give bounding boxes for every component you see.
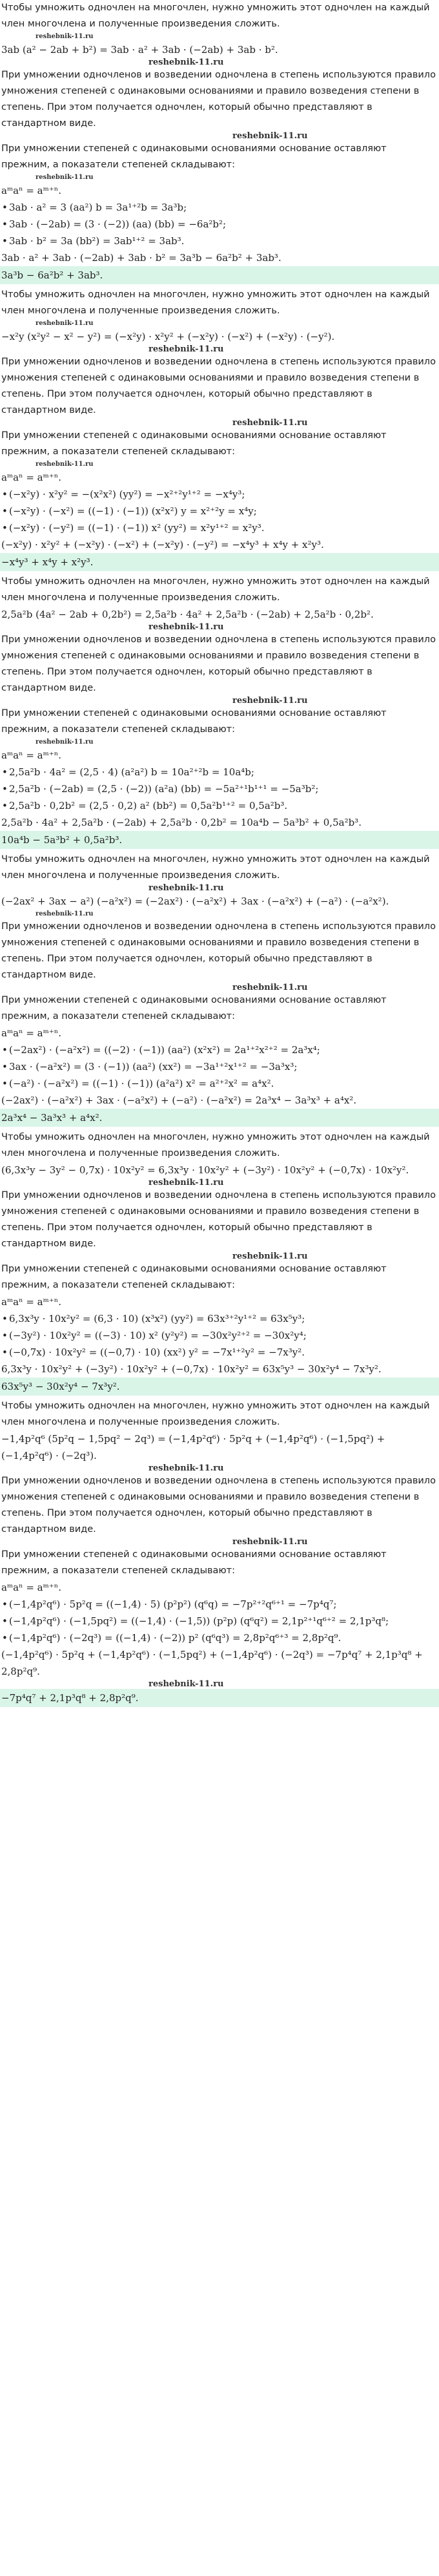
watermark: reshebnik-11.ru <box>148 622 224 632</box>
task-text: Чтобы умножить одночлен на многочлен, нужно умножить этот одночлен на каждый член многочлена и полученные произведения сложить. <box>1 1401 430 1427</box>
solution-section-2 <box>0 287 439 571</box>
answer-box: 3a³b − 6a²b² + 3ab³. <box>0 266 439 284</box>
total-line: 2,5a²b · 4a² + 2,5a²b · (−2ab) + 2,5a²b · 0,2b² = 10a⁴b − 5a³b² + 0,5a²b³. <box>1 817 362 828</box>
watermark: reshebnik-11.ru <box>148 1679 224 1689</box>
watermark: reshebnik-11.ru <box>232 1251 308 1261</box>
watermark: reshebnik-11.ru <box>148 344 224 354</box>
step-bullet: • (−x²y) · x²y² = −(x²x²) (yy²) = −x²⁺²y¹⁺² = −x⁴y³; <box>0 486 439 503</box>
task-text: Чтобы умножить одночлен на многочлен, нужно умножить этот одночлен на каждый член многочлена и полученные произведения сложить. <box>1 289 430 316</box>
power-rule-formula: aᵐaⁿ = aᵐ⁺ⁿ. <box>1 185 61 196</box>
rule-text: При умножении одночленов и возведении одночлена в степень используются правило умножения степеней с одинаковыми основаниями и правило возведения степени в степень. При этом получается одночлен, который обычно представляют в стандартном виде. <box>1 1190 436 1249</box>
power-rule-formula: aᵐaⁿ = aᵐ⁺ⁿ. <box>1 1296 61 1308</box>
answer-box: 2a³x⁴ − 3a³x³ + a⁴x². <box>0 1109 439 1127</box>
step-bullet: • 2,5a²b · (−2ab) = (2,5 · (−2)) (a²a) (bb) = −5a²⁺¹b¹⁺¹ = −5a³b²; <box>0 780 439 797</box>
step-bullet: • (−x²y) · (−y²) = ((−1) · (−1)) x² (yy²) = x²y¹⁺² = x²y³. <box>0 519 439 536</box>
power-rule-formula: aᵐaⁿ = aᵐ⁺ⁿ. <box>1 1027 61 1039</box>
watermark: reshebnik-11.ru <box>36 174 94 181</box>
power-rule-formula: aᵐaⁿ = aᵐ⁺ⁿ. <box>1 1582 61 1593</box>
step-bullet: • 3ab · a² = 3 (aa²) b = 3a¹⁺²b = 3a³b; <box>0 199 439 216</box>
watermark: reshebnik-11.ru <box>232 983 308 992</box>
rule-text: При умножении одночленов и возведении одночлена в степень используются правило умножения степеней с одинаковыми основаниями и правило возведения степени в степень. При этом получается одночлен, который обычно представляют в стандартном виде. <box>1 921 436 980</box>
watermark: reshebnik-11.ru <box>36 461 94 468</box>
solution-section-6 <box>0 1398 439 1707</box>
step-bullet: • 3ab · b² = 3a (bb²) = 3ab¹⁺² = 3ab³. <box>0 233 439 249</box>
watermark: reshebnik-11.ru <box>232 1537 308 1547</box>
rule-text: При умножении одночленов и возведении одночлена в степень используются правило умножения степеней с одинаковыми основаниями и правило возведения степени в степень. При этом получается одночлен, который обычно представляют в стандартном виде. <box>1 70 436 129</box>
power-rule-formula: aᵐaⁿ = aᵐ⁺ⁿ. <box>1 749 61 761</box>
expression: −1,4p²q⁶ (5p²q − 1,5pq² − 2q³) = (−1,4p²q⁶) · 5p²q + (−1,4p²q⁶) · (−1,5pq²) + (−1,4p²q⁶) · (−2q³). <box>1 1433 385 1461</box>
solution-section-4 <box>0 852 439 1127</box>
expression: 2,5a²b (4a² − 2ab + 0,2b²) = 2,5a²b · 4a² + 2,5a²b · (−2ab) + 2,5a²b · 0,2b². <box>1 609 374 620</box>
expression: (−2ax² + 3ax − a²) (−a²x²) = (−2ax²) · (−a²x²) + 3ax · (−a²x²) + (−a²) · (−a²x²). <box>1 895 389 907</box>
step-bullet: • (−a²) · (−a²x²) = ((−1) · (−1)) (a²a²) x² = a²⁺²x² = a⁴x². <box>0 1075 439 1092</box>
expression: −x²y (x²y² − x² − y²) = (−x²y) · x²y² + (−x²y) · (−x²) + (−x²y) · (−y²). <box>1 331 335 342</box>
answer-box: −x⁴y³ + x⁴y + x²y³. <box>0 553 439 571</box>
task-text: Чтобы умножить одночлен на многочлен, нужно умножить этот одночлен на каждый член многочлена и полученные произведения сложить. <box>1 576 430 603</box>
solution-section-5 <box>0 1129 439 1396</box>
step-bullet: • 2,5a²b · 0,2b² = (2,5 · 0,2) a² (bb²) = 0,5a²b¹⁺² = 0,5a²b³. <box>0 797 439 814</box>
rule-text: При умножении одночленов и возведении одночлена в степень используются правило умножения степеней с одинаковыми основаниями и правило возведения степени в степень. При этом получается одночлен, который обычно представляют в стандартном виде. <box>1 634 436 693</box>
solution-section-3 <box>0 574 439 849</box>
watermark: reshebnik-11.ru <box>36 33 94 40</box>
total-line: 6,3x³y · 10x²y² + (−3y²) · 10x²y² + (−0,7x) · 10x²y² = 63x⁵y³ − 30x²y⁴ − 7x³y². <box>1 1363 382 1375</box>
watermark: reshebnik-11.ru <box>148 883 224 893</box>
step-bullet: • 6,3x³y · 10x²y² = (6,3 · 10) (x³x²) (yy²) = 63x³⁺²y¹⁺² = 63x⁵y³; <box>0 1310 439 1327</box>
power-rule-text: При умножении степеней с одинаковыми основаниями основание оставляют прежним, а показатели степеней складывают: <box>1 1264 387 1290</box>
total-line: (−x²y) · x²y² + (−x²y) · (−x²) + (−x²y) · (−y²) = −x⁴y³ + x⁴y + x²y³. <box>1 539 324 550</box>
step-bullet: • (−1,4p²q⁶) · 5p²q = ((−1,4) · 5) (p²p²) (q⁶q) = −7p²⁺²q⁶⁺¹ = −7p⁴q⁷; <box>0 1596 439 1613</box>
step-bullet: • 2,5a²b · 4a² = (2,5 · 4) (a²a²) b = 10a²⁺²b = 10a⁴b; <box>0 764 439 780</box>
rule-text: При умножении одночленов и возведении одночлена в степень используются правило умножения степеней с одинаковыми основаниями и правило возведения степени в степень. При этом получается одночлен, который обычно представляют в стандартном виде. <box>1 1476 436 1534</box>
total-line: (−2ax²) · (−a²x²) + 3ax · (−a²x²) + (−a²) · (−a²x²) = 2a³x⁴ − 3a³x³ + a⁴x². <box>1 1094 357 1106</box>
power-rule-text: При умножении степеней с одинаковыми основаниями основание оставляют прежним, а показатели степеней складывают: <box>1 1549 387 1576</box>
expression: 3ab (a² − 2ab + b²) = 3ab · a² + 3ab · (−2ab) + 3ab · b². <box>1 44 278 56</box>
watermark: reshebnik-11.ru <box>232 131 308 141</box>
power-rule-text: При умножении степеней с одинаковыми основаниями основание оставляют прежним, а показатели степеней складывают: <box>1 143 387 170</box>
total-line: 3ab · a² + 3ab · (−2ab) + 3ab · b² = 3a³b − 6a²b² + 3ab³. <box>1 252 281 264</box>
power-rule-text: При умножении степеней с одинаковыми основаниями основание оставляют прежним, а показатели степеней складывают: <box>1 708 387 735</box>
watermark: reshebnik-11.ru <box>148 1178 224 1188</box>
power-rule-formula: aᵐaⁿ = aᵐ⁺ⁿ. <box>1 472 61 483</box>
step-bullet: • (−2ax²) · (−a²x²) = ((−2) · (−1)) (aa²) (x²x²) = 2a¹⁺²x²⁺² = 2a³x⁴; <box>0 1042 439 1058</box>
step-bullet: • (−3y²) · 10x²y² = ((−3) · 10) x² (y²y²) = −30x²y²⁺² = −30x²y⁴; <box>0 1327 439 1344</box>
power-rule-text: При умножении степеней с одинаковыми основаниями основание оставляют прежним, а показатели степеней складывают: <box>1 430 387 457</box>
task-text: Чтобы умножить одночлен на многочлен, нужно умножить этот одночлен на каждый член многочлена и полученные произведения сложить. <box>1 3 430 29</box>
expression: (6,3x³y − 3y² − 0,7x) · 10x²y² = 6,3x³y · 10x²y² + (−3y²) · 10x²y² + (−0,7x) · 10x²y². <box>1 1164 409 1176</box>
power-rule-text: При умножении степеней с одинаковыми основаниями основание оставляют прежним, а показатели степеней складывают: <box>1 995 387 1021</box>
solution-section-1 <box>0 0 439 284</box>
watermark: reshebnik-11.ru <box>148 1463 224 1473</box>
watermark: reshebnik-11.ru <box>36 320 94 327</box>
step-bullet: • (−0,7x) · 10x²y² = ((−0,7) · 10) (xx²) y² = −7x¹⁺²y² = −7x³y². <box>0 1344 439 1361</box>
watermark: reshebnik-11.ru <box>36 910 94 917</box>
answer-box: −7p⁴q⁷ + 2,1p³q⁸ + 2,8p²q⁹. <box>0 1689 439 1707</box>
answer-box: 10a⁴b − 5a³b² + 0,5a²b³. <box>0 831 439 849</box>
step-bullet: • (−x²y) · (−x²) = ((−1) · (−1)) (x²x²) y = x²⁺²y = x⁴y; <box>0 503 439 519</box>
total-line: (−1,4p²q⁶) · 5p²q + (−1,4p²q⁶) · (−1,5pq²) + (−1,4p²q⁶) · (−2q³) = −7p⁴q⁷ + 2,1p³q⁸ + 2,8p²q⁹. <box>1 1649 423 1677</box>
step-bullet: • 3ax · (−a²x²) = (3 · (−1)) (aa²) (xx²) = −3a¹⁺²x¹⁺² = −3a³x³; <box>0 1058 439 1075</box>
watermark: reshebnik-11.ru <box>232 418 308 428</box>
rule-text: При умножении одночленов и возведении одночлена в степень используются правило умножения степеней с одинаковыми основаниями и правило возведения степени в степень. При этом получается одночлен, который обычно представляют в стандартном виде. <box>1 357 436 415</box>
task-text: Чтобы умножить одночлен на многочлен, нужно умножить этот одночлен на каждый член многочлена и полученные произведения сложить. <box>1 1132 430 1158</box>
watermark: reshebnik-11.ru <box>148 58 224 67</box>
step-bullet: • 3ab · (−2ab) = (3 · (−2)) (aa) (bb) = −6a²b²; <box>0 216 439 233</box>
step-bullet: • (−1,4p²q⁶) · (−1,5pq²) = ((−1,4) · (−1,5)) (p²p) (q⁶q²) = 2,1p²⁺¹q⁶⁺² = 2,1p³q⁸; <box>0 1613 439 1629</box>
watermark: reshebnik-11.ru <box>36 738 94 746</box>
answer-box: 63x⁵y³ − 30x²y⁴ − 7x³y². <box>0 1377 439 1396</box>
watermark: reshebnik-11.ru <box>232 696 308 706</box>
step-bullet: • (−1,4p²q⁶) · (−2q³) = ((−1,4) · (−2)) p² (q⁶q³) = 2,8p²q⁶⁺³ = 2,8p²q⁹. <box>0 1629 439 1646</box>
task-text: Чтобы умножить одночлен на многочлен, нужно умножить этот одночлен на каждый член многочлена и полученные произведения сложить. <box>1 854 430 881</box>
